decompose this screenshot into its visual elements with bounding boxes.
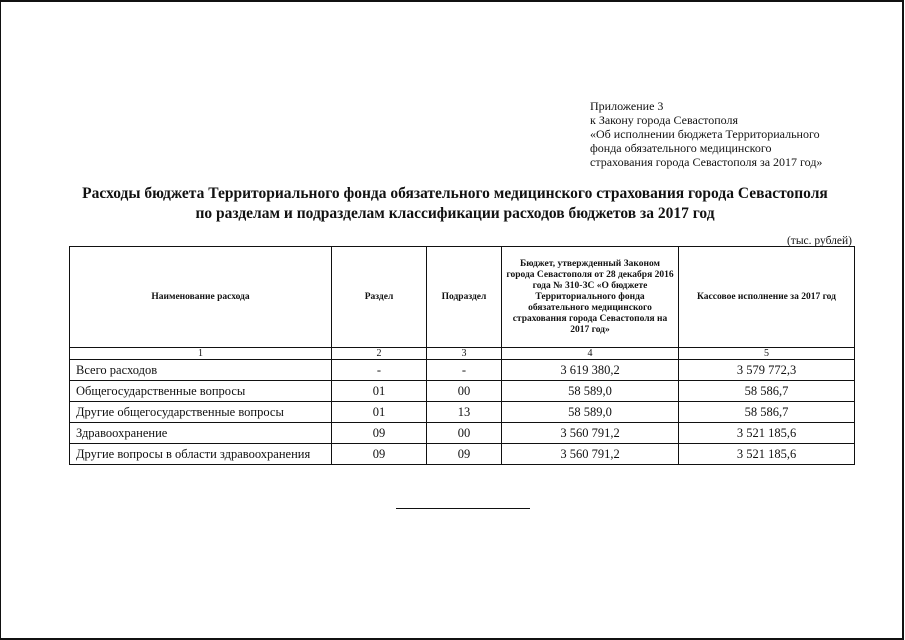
row-section: - xyxy=(332,360,427,381)
column-number-row xyxy=(70,348,855,360)
row-name: Другие общегосударственные вопросы xyxy=(70,402,332,423)
row-execution: 3 579 772,3 xyxy=(679,360,855,381)
title-line-1: Расходы бюджета Территориального фонда обязательного медицинского страхования города Севастополя xyxy=(82,185,828,202)
table-row xyxy=(70,444,855,465)
row-execution: 58 586,7 xyxy=(679,381,855,402)
row-section: 01 xyxy=(332,402,427,423)
header-row xyxy=(70,247,855,348)
footer-divider xyxy=(396,508,530,509)
table-row xyxy=(70,381,855,402)
row-name: Другие вопросы в области здравоохранения xyxy=(70,444,332,465)
row-execution: 3 521 185,6 xyxy=(679,423,855,444)
unit-label: (тыс. рублей) xyxy=(786,235,852,247)
row-execution: 3 521 185,6 xyxy=(679,444,855,465)
row-subsection: 13 xyxy=(427,402,502,423)
appendix-note xyxy=(590,99,890,169)
row-name: Общегосударственные вопросы xyxy=(70,381,332,402)
table-row xyxy=(70,423,855,444)
row-section: 09 xyxy=(332,423,427,444)
row-execution: 58 586,7 xyxy=(679,402,855,423)
appendix-line: страхования города Севастополя за 2017 год» xyxy=(590,155,823,169)
row-subsection: 09 xyxy=(427,444,502,465)
row-subsection: 00 xyxy=(427,423,502,444)
row-budget: 58 589,0 xyxy=(502,402,679,423)
column-number: 2 xyxy=(332,348,427,360)
column-number: 3 xyxy=(427,348,502,360)
header-subsection: Подраздел xyxy=(427,247,502,348)
row-section: 09 xyxy=(332,444,427,465)
appendix-line: фонда обязательного медицинского xyxy=(590,141,772,155)
title-line-2: по разделам и подразделам классификации расходов бюджетов за 2017 год xyxy=(195,205,715,222)
row-budget: 3 560 791,2 xyxy=(502,444,679,465)
header-execution: Кассовое исполнение за 2017 год xyxy=(679,247,855,348)
header-section: Раздел xyxy=(332,247,427,348)
row-budget: 3 619 380,2 xyxy=(502,360,679,381)
row-budget: 58 589,0 xyxy=(502,381,679,402)
row-name: Здравоохранение xyxy=(70,423,332,444)
document-title xyxy=(40,184,870,224)
table-row xyxy=(70,360,855,381)
row-subsection: - xyxy=(427,360,502,381)
row-budget: 3 560 791,2 xyxy=(502,423,679,444)
header-name: Наименование расхода xyxy=(70,247,332,348)
header-budget: Бюджет, утвержденный Законом города Севастополя от 28 декабря 2016 года № 310-ЗС «О бюджете Территориального фонда обязательного медицинского страхования города Севастополя на 2017 год» xyxy=(502,247,679,348)
row-section: 01 xyxy=(332,381,427,402)
column-number: 4 xyxy=(502,348,679,360)
appendix-line: Приложение 3 xyxy=(590,99,664,113)
appendix-line: к Закону города Севастополя xyxy=(590,113,739,127)
row-subsection: 00 xyxy=(427,381,502,402)
column-number: 1 xyxy=(70,348,332,360)
row-name: Всего расходов xyxy=(70,360,332,381)
appendix-line: «Об исполнении бюджета Территориального xyxy=(590,127,820,141)
table-row xyxy=(70,402,855,423)
budget-table xyxy=(69,246,855,465)
column-number: 5 xyxy=(679,348,855,360)
